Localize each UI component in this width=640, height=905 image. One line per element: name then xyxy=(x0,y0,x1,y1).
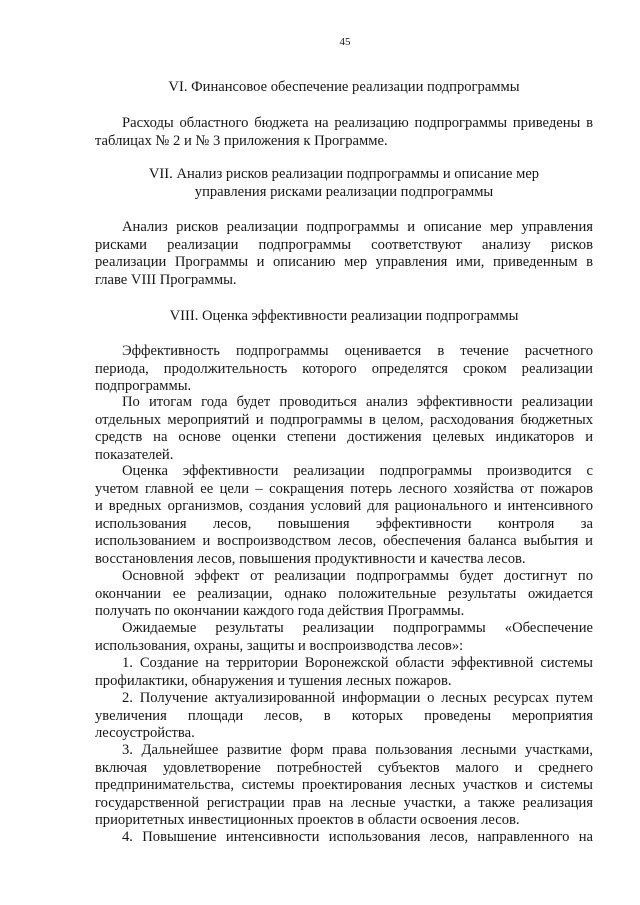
text-line: государственной регистрации прав на лесные участки, а также реализация xyxy=(95,794,593,811)
text-line: главе VIII Программы. xyxy=(95,271,237,288)
text-line: средств на основе оценки степени достижения целевых индикаторов и xyxy=(95,429,593,445)
page-number: 45 xyxy=(339,36,351,48)
heading-line: VIII. Оценка эффективности реализации подпрограммы xyxy=(169,308,519,324)
text-line: Анализ рисков реализации подпрограммы и описание мер управления xyxy=(122,219,593,235)
text-line: получать по окончании каждого года действия Программы. xyxy=(95,603,465,619)
text-line: увеличения площади лесов, в которых проведены мероприятия xyxy=(95,707,593,724)
text-line: рисками реализации подпрограммы соответствуют анализу рисков xyxy=(95,236,593,253)
text-line: использованием и воспроизводством лесов, обеспечения баланса выбытия и xyxy=(95,533,593,549)
paragraph xyxy=(95,463,593,568)
text-line: Оценка эффективности реализации подпрограммы производится с xyxy=(122,463,593,479)
list-item xyxy=(95,690,593,743)
paragraph xyxy=(95,343,593,396)
text-line: Расходы областного бюджета на реализацию подпрограммы приведены в xyxy=(122,115,593,131)
text-line: окончании ее реализации, однако положительные результаты ожидается xyxy=(95,585,593,602)
text-line: включая удовлетворение потребностей субъектов малого и среднего xyxy=(95,759,593,776)
text-line: таблицах № 2 и № 3 приложения к Программе. xyxy=(95,132,388,149)
paragraph xyxy=(95,620,593,655)
list-item xyxy=(95,655,593,690)
text-line: 1. Создание на территории Воронежской области эффективной системы xyxy=(122,655,593,671)
text-line: лесоустройства. xyxy=(95,725,195,741)
text-line: показателей. xyxy=(95,446,174,463)
text-line: По итогам года будет проводиться анализ эффективности реализации xyxy=(122,394,593,410)
list-item xyxy=(95,829,593,847)
text-line: периода, продолжительность которого определятся сроком реализации xyxy=(95,360,593,377)
text-line: предпринимательства, системы проектирования лесных участков и системы xyxy=(95,777,593,793)
section-heading xyxy=(95,166,593,201)
text-line: Основной эффект от реализации подпрограммы будет достигнут по xyxy=(122,568,593,584)
text-line: Эффективность подпрограммы оценивается в течение расчетного xyxy=(122,343,593,359)
text-line: 3. Дальнейшее развитие форм права пользования лесными участками, xyxy=(122,742,593,758)
text-line: отдельных мероприятий и подпрограммы в целом, расходования бюджетных xyxy=(95,411,593,428)
text-line: профилактики, обнаружения и тушения лесных пожаров. xyxy=(95,672,452,689)
text-line: приоритетных инвестиционных проектов в области освоения лесов. xyxy=(95,812,520,828)
paragraph xyxy=(95,219,593,289)
heading-line: VII. Анализ рисков реализации подпрограммы и описание мер xyxy=(148,166,540,182)
text-line: подпрограммы. xyxy=(95,378,192,394)
heading-line: VI. Финансовое обеспечение реализации подпрограммы xyxy=(168,79,520,95)
text-line: реализации Программы и описанию мер управления ими, приведенным в xyxy=(95,254,593,270)
text-line: Ожидаемые результаты реализации подпрограммы «Обеспечение xyxy=(122,620,593,636)
heading-line: управления рисками реализации подпрограммы xyxy=(194,183,494,200)
text-line: 2. Получение актуализированной информации о лесных ресурсах путем xyxy=(122,690,593,706)
paragraph xyxy=(95,394,593,464)
text-line: восстановления лесов, повышения продуктивности и качества лесов. xyxy=(95,550,526,567)
text-line: 4. Повышение интенсивности использования лесов, направленного на xyxy=(122,829,593,845)
section-heading xyxy=(95,79,593,97)
text-line: использования, охраны, защиты и воспроизводства лесов»: xyxy=(95,637,464,654)
list-item xyxy=(95,742,593,830)
text-line: использования лесов, повышения эффективности контроля за xyxy=(95,515,593,532)
paragraph xyxy=(95,568,593,621)
section-heading xyxy=(95,308,593,326)
text-line: учетом главной ее цели – сокращения потерь лесного хозяйства от пожаров xyxy=(95,480,593,497)
text-line: и вредных организмов, создания условий для рационального и интенсивного xyxy=(95,498,593,514)
paragraph xyxy=(95,115,593,150)
